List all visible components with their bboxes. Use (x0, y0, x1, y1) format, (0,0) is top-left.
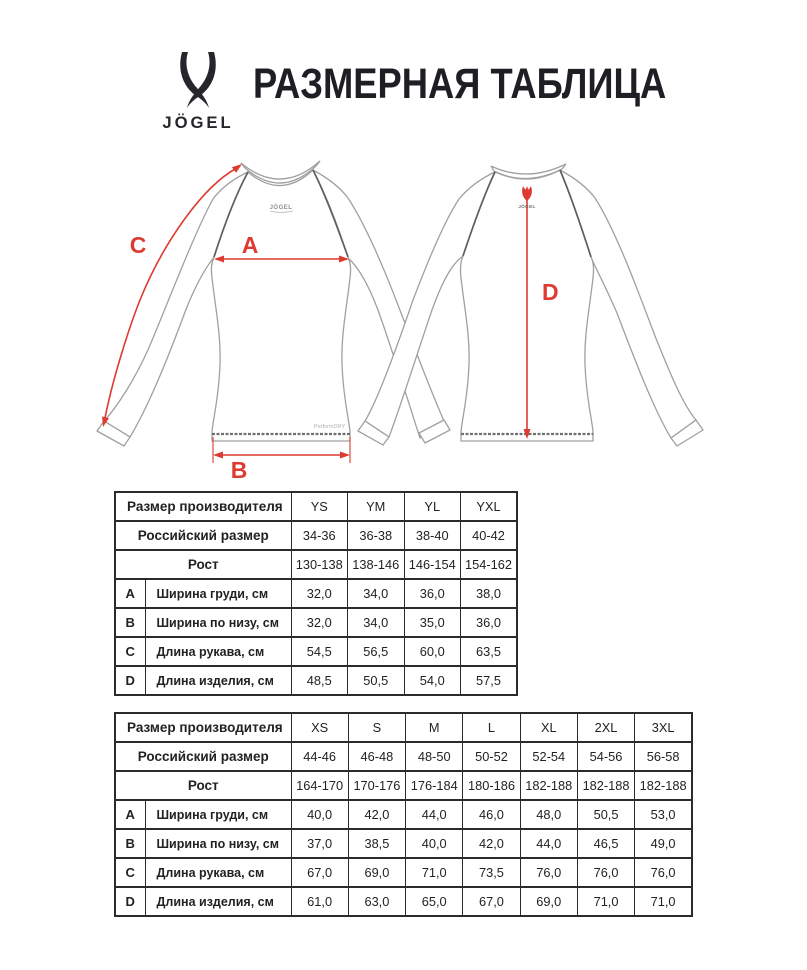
measure-letter-cell: A (115, 800, 145, 829)
header-row-label: Российский размер (115, 521, 291, 550)
header-value-cell: 46-48 (348, 742, 405, 771)
measure-row (115, 666, 517, 695)
measure-value-cell: 54,5 (291, 637, 348, 666)
size-table-adult (114, 712, 693, 917)
header-value-cell: 56-58 (635, 742, 692, 771)
measure-value-cell: 36,0 (461, 608, 518, 637)
header-value-cell: 170-176 (348, 771, 405, 800)
measure-value-cell: 71,0 (577, 887, 634, 916)
measure-value-cell: 34,0 (348, 608, 405, 637)
measure-value-cell: 40,0 (291, 800, 348, 829)
header-row-label: Рост (115, 550, 291, 579)
measure-value-cell: 73,5 (463, 858, 520, 887)
measure-letter-cell: B (115, 608, 145, 637)
measure-value-cell: 48,0 (520, 800, 577, 829)
measure-letter-cell: C (115, 858, 145, 887)
measure-row (115, 608, 517, 637)
header-value-cell: M (406, 713, 463, 742)
header-row (115, 742, 692, 771)
header-value-cell: XL (520, 713, 577, 742)
measure-label-cell: Ширина груди, см (145, 579, 291, 608)
header-value-cell: 154-162 (461, 550, 518, 579)
header-value-cell: 2XL (577, 713, 634, 742)
measure-label-d: D (542, 279, 559, 305)
performdry-label: PerformDRY (313, 424, 345, 430)
measure-value-cell: 46,5 (577, 829, 634, 858)
header-value-cell: 164-170 (291, 771, 348, 800)
measure-label-c: C (129, 232, 147, 258)
measure-label-cell: Длина рукава, см (145, 637, 291, 666)
measure-value-cell: 38,0 (461, 579, 518, 608)
header-row (115, 771, 692, 800)
measure-value-cell: 60,0 (404, 637, 461, 666)
header-value-cell: 130-138 (291, 550, 348, 579)
measure-row (115, 800, 692, 829)
measure-value-cell: 46,0 (463, 800, 520, 829)
header-value-cell: 38-40 (404, 521, 461, 550)
measure-value-cell: 32,0 (291, 608, 348, 637)
measure-value-cell: 35,0 (404, 608, 461, 637)
measure-value-cell: 71,0 (406, 858, 463, 887)
header-row-label: Российский размер (115, 742, 291, 771)
header-value-cell: 52-54 (520, 742, 577, 771)
front-collar-ends (241, 161, 320, 168)
measure-label-cell: Ширина по низу, см (145, 608, 291, 637)
header-value-cell: 3XL (635, 713, 692, 742)
header-value-cell: YM (348, 492, 405, 521)
measure-value-cell: 65,0 (406, 887, 463, 916)
measure-value-cell: 42,0 (348, 800, 405, 829)
header-value-cell: 34-36 (291, 521, 348, 550)
measure-value-cell: 67,0 (291, 858, 348, 887)
measure-value-cell: 69,0 (348, 858, 405, 887)
measure-value-cell: 44,0 (520, 829, 577, 858)
measure-row (115, 858, 692, 887)
measure-value-cell: 56,5 (348, 637, 405, 666)
page-title: РАЗМЕРНАЯ ТАБЛИЦА (253, 60, 667, 108)
measure-value-cell: 38,5 (348, 829, 405, 858)
measure-value-cell: 54,0 (404, 666, 461, 695)
header-value-cell: YL (404, 492, 461, 521)
front-chest-logo: JÖGEL (269, 205, 293, 211)
header-value-cell: 182-188 (577, 771, 634, 800)
header-value-cell: YXL (461, 492, 518, 521)
measure-value-cell: 67,0 (463, 887, 520, 916)
measure-value-cell: 48,5 (291, 666, 348, 695)
measure-label-cell: Длина изделия, см (145, 666, 291, 695)
measure-label-b: B (230, 457, 248, 483)
measure-row (115, 887, 692, 916)
measure-value-cell: 76,0 (635, 858, 692, 887)
measure-value-cell: 76,0 (520, 858, 577, 887)
header-value-cell: 40-42 (461, 521, 518, 550)
header-value-cell: 176-184 (406, 771, 463, 800)
header-value-cell: 182-188 (635, 771, 692, 800)
measure-value-cell: 57,5 (461, 666, 518, 695)
header-value-cell: 36-38 (348, 521, 405, 550)
measure-value-cell: 44,0 (406, 800, 463, 829)
header-row (115, 713, 692, 742)
measure-b-arrowhead-left (213, 452, 223, 459)
measure-row (115, 637, 517, 666)
measure-value-cell: 40,0 (406, 829, 463, 858)
header-value-cell: 138-146 (348, 550, 405, 579)
measure-value-cell: 63,5 (461, 637, 518, 666)
measure-value-cell: 63,0 (348, 887, 405, 916)
header-value-cell: XS (291, 713, 348, 742)
header-value-cell: 54-56 (577, 742, 634, 771)
brand-wordmark: JÖGEL (162, 113, 234, 132)
measure-value-cell: 53,0 (635, 800, 692, 829)
measure-value-cell: 37,0 (291, 829, 348, 858)
measure-label-cell: Ширина груди, см (145, 800, 291, 829)
header-value-cell: 48-50 (406, 742, 463, 771)
size-table-youth (114, 491, 518, 696)
measure-label-cell: Длина рукава, см (145, 858, 291, 887)
measure-value-cell: 36,0 (404, 579, 461, 608)
header-value-cell: 44-46 (291, 742, 348, 771)
back-neck-logo-text: JÖGEL (518, 204, 536, 209)
header-row-label: Размер производителя (115, 713, 291, 742)
measure-b-arrowhead-right (340, 452, 350, 459)
measure-value-cell: 71,0 (635, 887, 692, 916)
header-row (115, 521, 517, 550)
measure-letter-cell: A (115, 579, 145, 608)
measure-value-cell: 69,0 (520, 887, 577, 916)
header-row-label: Рост (115, 771, 291, 800)
measure-value-cell: 49,0 (635, 829, 692, 858)
measure-letter-cell: D (115, 887, 145, 916)
header-value-cell: L (463, 713, 520, 742)
measure-label-a: A (241, 232, 259, 258)
measure-letter-cell: D (115, 666, 145, 695)
measure-letter-cell: C (115, 637, 145, 666)
measure-value-cell: 42,0 (463, 829, 520, 858)
header-value-cell: YS (291, 492, 348, 521)
header-value-cell: 180-186 (463, 771, 520, 800)
measure-value-cell: 61,0 (291, 887, 348, 916)
measure-value-cell: 76,0 (577, 858, 634, 887)
measure-row (115, 579, 517, 608)
measure-c-arrowhead-top (232, 164, 242, 173)
measure-row (115, 829, 692, 858)
measure-value-cell: 50,5 (348, 666, 405, 695)
measure-label-cell: Длина изделия, см (145, 887, 291, 916)
measure-value-cell: 32,0 (291, 579, 348, 608)
measure-label-cell: Ширина по низу, см (145, 829, 291, 858)
measure-value-cell: 34,0 (348, 579, 405, 608)
header-row (115, 492, 517, 521)
header-value-cell: 146-154 (404, 550, 461, 579)
header-row (115, 550, 517, 579)
header-value-cell: S (348, 713, 405, 742)
header-value-cell: 182-188 (520, 771, 577, 800)
measure-letter-cell: B (115, 829, 145, 858)
header-row-label: Размер производителя (115, 492, 291, 521)
header-value-cell: 50-52 (463, 742, 520, 771)
measure-value-cell: 50,5 (577, 800, 634, 829)
